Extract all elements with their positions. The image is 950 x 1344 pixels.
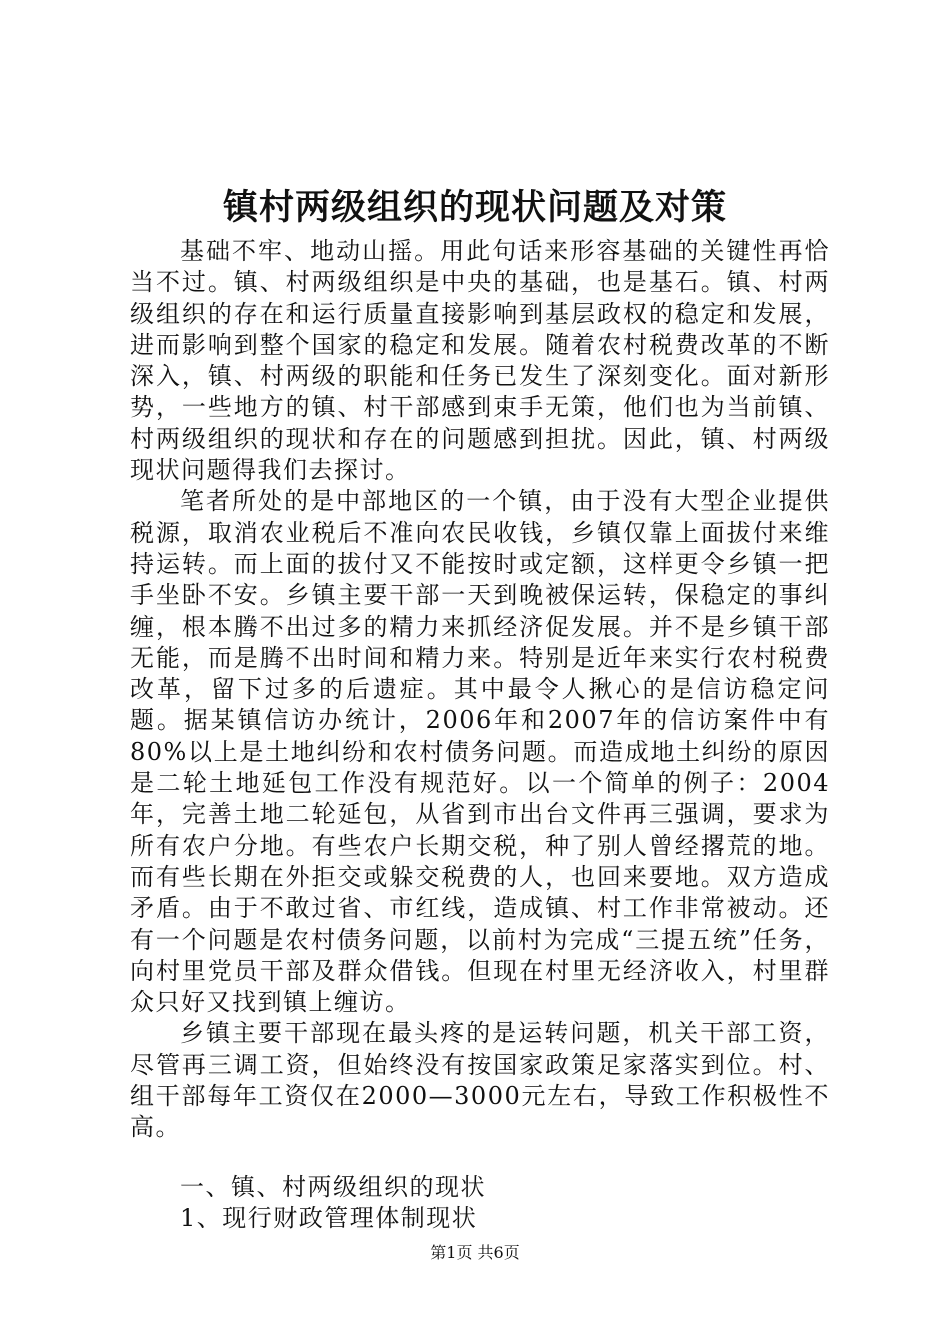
paragraph-2: 笔者所处的是中部地区的一个镇，由于没有大型企业提供税源，取消农业税后不准向农民收钱，乡镇仅靠上面拔付来维持运转。而上面的拔付又不能按时或定额，这样更令乡镇一把手坐卧不安。乡镇主要干部一天到晚被保运转，保稳定的事纠缠，根本腾不出过多的精力来抓经济促发展。并不是乡镇干部无能，而是腾不出时间和精力来。特别是近年来实行农村税费改革，留下过多的后遗症。其中最令人揪心的是信访稳定问题。据某镇信访办统计，2006年和2007年的信访案件中有80%以上是土地纠纷和农村债务问题。而造成地土纠纷的原因是二轮土地延包工作没有规范好。以一个简单的例子：2004年，完善土地二轮延包，从省到市出台文件再三强调，要求为所有农户分地。有些农户长期交税，种了别人曾经撂荒的地。而有些长期在外拒交或躲交税费的人，也回来要地。双方造成矛盾。由于不敢过省、市红线，造成镇、村工作非常被动。还有一个问题是农村债务问题，以前村为完成“三提五统”任务，向村里党员干部及群众借钱。但现在村里无经济收入，村里群众只好又找到镇上缠访。 xyxy=(130,487,830,1017)
paragraph-1: 基础不牢、地动山摇。用此句话来形容基础的关键性再恰当不过。镇、村两级组织是中央的基础，也是基石。镇、村两级组织的存在和运行质量直接影响到基层政权的稳定和发展，进而影响到整个国家的稳定和发展。随着农村税费改革的不断深入，镇、村两级的职能和任务已发生了深刻变化。面对新形势，一些地方的镇、村干部感到束手无策，他们也为当前镇、村两级组织的现状和存在的问题感到担扰。因此，镇、村两级现状问题得我们去探讨。 xyxy=(130,237,830,485)
subsection-heading: 1、现行财政管理体制现状 xyxy=(180,1203,478,1232)
paragraph-3: 乡镇主要干部现在最头疼的是运转问题，机关干部工资，尽管再三调工资，但始终没有按国家政策足家落实到位。村、组干部每年工资仅在2000—3000元左右，导致工作积极性不高。 xyxy=(130,1019,830,1142)
document-title: 镇村两级组织的现状问题及对策 xyxy=(222,187,727,228)
paragraph-spacer xyxy=(130,1144,830,1172)
document-body xyxy=(130,236,830,1234)
section-heading: 一、镇、村两级组织的现状 xyxy=(180,1172,486,1201)
page-footer: 第1页 共6页 xyxy=(430,1243,520,1262)
